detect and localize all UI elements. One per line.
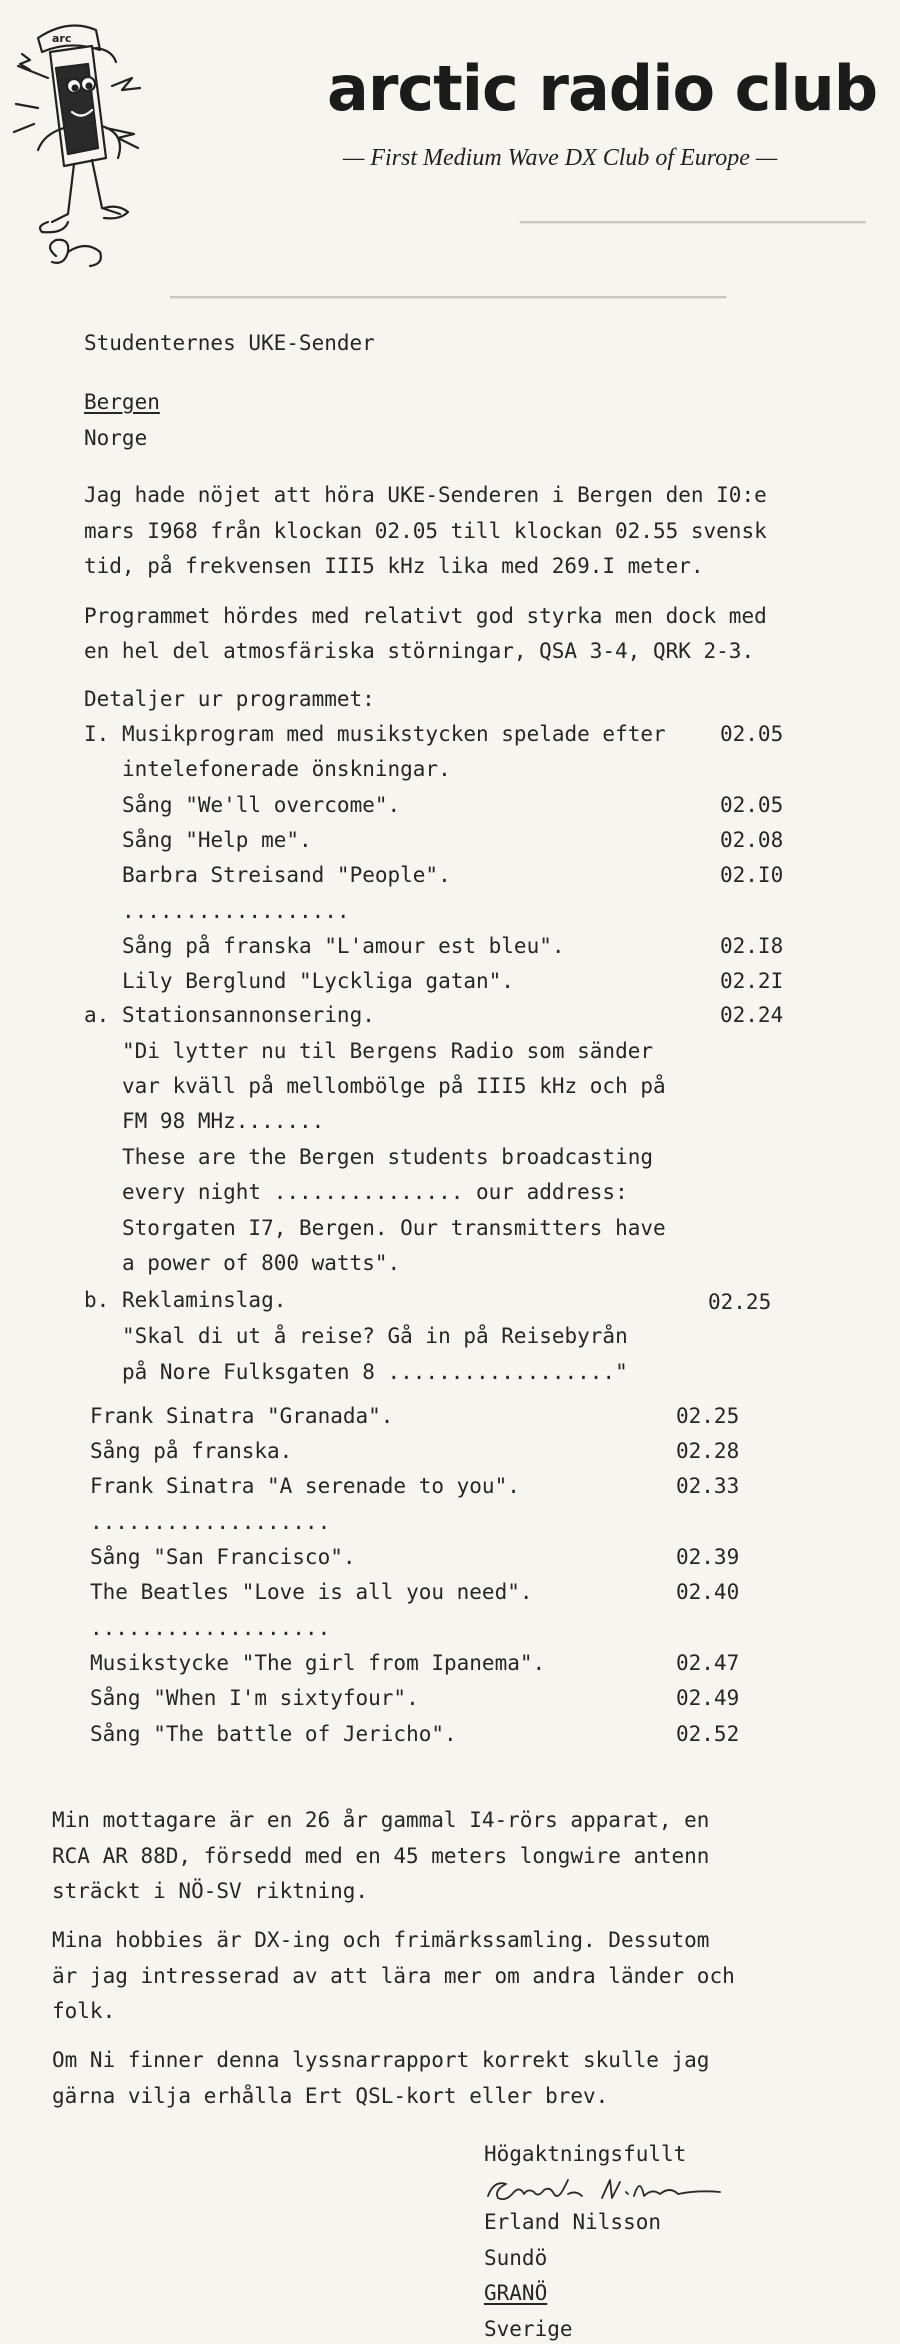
intro-line: Jag hade nöjet att höra UKE-Senderen i Bergen den I0:e [84,483,767,507]
program-time: 02.2I [720,969,784,993]
program-item: .................. [122,899,350,923]
program-item: Sång "San Francisco". [90,1545,356,1569]
hobbies-line: folk. [52,1999,116,2023]
recipient-country: Norge [84,426,148,450]
program-item: Frank Sinatra "Granada". [90,1404,394,1428]
section-time: 02.24 [720,1003,784,1027]
program-item: Sång på franska. [90,1439,293,1463]
program-item: Barbra Streisand "People". [122,863,451,887]
request-line: gärna vilja erhålla Ert QSL-kort eller brev. [52,2084,609,2108]
program-item: Sång "Help me". [122,828,312,852]
radio-mascot-logo [8,8,168,293]
program-time: 02.I0 [720,863,784,887]
reception-line: en hel del atmosfäriska störningar, QSA 3-4, QRK 2-3. [84,639,755,663]
section-marker: b. [84,1288,110,1312]
hobbies-line: är jag intresserad av att lära mer om andra länder och [52,1964,735,1988]
receiver-line: Min mottagare är en 26 år gammal I4-rörs apparat, en [52,1808,710,1832]
logo-badge: arc [52,32,72,45]
quote-line: a power of 800 watts". [122,1251,401,1275]
sender-address-line: GRANÖ [484,2281,548,2305]
quote-line: "Di lytter nu til Bergens Radio som sänder [122,1039,654,1063]
intro-line: mars I968 från klockan 02.05 till klockan 02.55 svensk [84,519,767,543]
program-time: 02.33 [676,1474,740,1498]
program-time: 02.52 [676,1722,740,1746]
quote-line: på Nore Fulksgaten 8 .................." [122,1360,628,1384]
recipient-line: Studenternes UKE-Sender [84,331,375,355]
section-marker: I. [84,722,110,746]
club-name: arctic radio club [327,52,878,125]
program-time: 02.08 [720,828,784,852]
program-time: 02.47 [676,1651,740,1675]
program-item: Sång "The battle of Jericho". [90,1722,457,1746]
quote-line: These are the Bergen students broadcasting [122,1145,654,1169]
section-time: 02.05 [720,722,784,746]
program-item: ................... [90,1510,331,1534]
section-title: Reklaminslag. [122,1288,287,1312]
sender-address-line: Sundö [484,2246,548,2270]
program-time: 02.39 [676,1545,740,1569]
closing-salutation: Högaktningsfullt [484,2142,687,2166]
hobbies-line: Mina hobbies är DX-ing och frimärkssamling. Dessutom [52,1928,710,1952]
quote-line: FM 98 MHz....... [122,1109,325,1133]
program-item: The Beatles "Love is all you need". [90,1580,533,1604]
sender-address-line: Sverige [484,2317,573,2341]
program-time: 02.I8 [720,934,784,958]
program-item: Sång på franska "L'amour est bleu". [122,934,565,958]
program-item: ................... [90,1616,331,1640]
details-heading: Detaljer ur programmet: [84,687,375,711]
receiver-line: RCA AR 88D, försedd med en 45 meters longwire antenn [52,1844,710,1868]
program-time: 02.28 [676,1439,740,1463]
program-item: Musikstycke "The girl from Ipanema". [90,1651,546,1675]
intro-line: tid, på frekvensen III5 kHz lika med 269.I meter. [84,554,704,578]
program-time: 02.40 [676,1580,740,1604]
program-time: 02.05 [720,793,784,817]
receiver-line: sträckt i NÖ-SV riktning. [52,1879,369,1903]
request-line: Om Ni finner denna lyssnarrapport korrekt skulle jag [52,2048,710,2072]
section-marker: a. [84,1003,110,1027]
section-title: Musikprogram med musikstycken spelade efter [122,722,666,746]
program-time: 02.49 [676,1686,740,1710]
quote-line: var kväll på mellombölge på III5 kHz och på [122,1074,666,1098]
recipient-city: Bergen [84,390,160,414]
quote-line: "Skal di ut å reise? Gå in på Reisebyrån [122,1324,628,1348]
reception-line: Programmet hördes med relativt god styrka men dock med [84,604,767,628]
letter-page: arc arctic radio club — First Medium Wave DX Club of Europe — ━━━━━━━━━━━━━━━━━━━━━━━━━━━━━━━━━━━━━━━━━━━━━━━━━━━━━━━━━━━━━━━━━━ ━━━━━━━━━━━━━━━━━━━━━━━━━━━━━━━━━━━━━━━━━ Studenternes UKE-Sender Bergen Norge Jag hade nöjet att höra UKE-Senderen i Bergen den I0:e mars I968 från klockan 02.05 till klockan 02.55 svensk tid, på frekvensen III5 kHz lika med 269.I meter. Programmet hördes med relativt god styrka men dock med en hel del atmosfäriska störningar, QSA 3-4, QRK 2-3. Detaljer ur programmet: I. Musikprogram med musikstycken spelade efter 02.05 intelefonerade önskningar. Sång "We'll overcome". 02.05 Sång "Help me". 02.08 Barbra Streisand "People". 02.I0 .................. Sång på franska "L'amour est bleu". 02.I8 Lily Berglund "Lyckliga gatan". 02.2I a. Stationsannonsering. 02.24 "Di lytter nu til Bergens Radio som sänder var kväll på mellombölge på III5 kHz och på FM 98 MHz....... These are the Bergen students broadcasting every night ............... our address: Storgaten I7, Bergen. Our transmitters have a power of 800 watts". b. Reklaminslag. 02.25 "Skal di ut å reise? Gå in på Reisebyrån på Nore Fulksgaten 8 .................." Frank Sinatra "Granada". 02.25 Sång på franska. 02.28 Frank Sinatra "A serenade to you". 02.33 ................... Sång "San Francisco". 02.39 The Beatles "Love is all you need". 02.40 ................... Musikstycke "The girl from Ipanema". 02.47 Sång "When I'm sixtyfour". 02.49 Sång "The battle of Jericho". 02.52 Min mottagare är en 26 år gammal I4-rörs apparat, en RCA AR 88D, försedd med en 45 meters longwire antenn sträckt i NÖ-SV riktning. Mina hobbies är DX-ing och frimärkssamling. Dessutom är jag intresserad av att lära mer om andra länder och folk. Om Ni finner denna lyssnarrapport korrekt skulle jag gärna vilja erhålla Ert QSL-kort eller brev. Högaktningsfullt Erland Nilsson Sundö GRANÖ Sverige [0,0,900,2344]
quote-line: Storgaten I7, Bergen. Our transmitters have [122,1216,666,1240]
program-item: Sång "When I'm sixtyfour". [90,1686,419,1710]
program-item: Frank Sinatra "A serenade to you". [90,1474,520,1498]
program-item: Lily Berglund "Lyckliga gatan". [122,969,514,993]
quote-line: every night ............... our address: [122,1180,628,1204]
section-title: Stationsannonsering. [122,1003,375,1027]
club-tagline: — First Medium Wave DX Club of Europe — [343,145,778,171]
program-time: 02.25 [676,1404,740,1428]
program-item: Sång "We'll overcome". [122,793,401,817]
section-title: intelefonerade önskningar. [122,757,451,781]
handwritten-signature [484,2172,734,2212]
sender-name: Erland Nilsson [484,2210,662,2234]
section-time: 02.25 [708,1290,772,1314]
